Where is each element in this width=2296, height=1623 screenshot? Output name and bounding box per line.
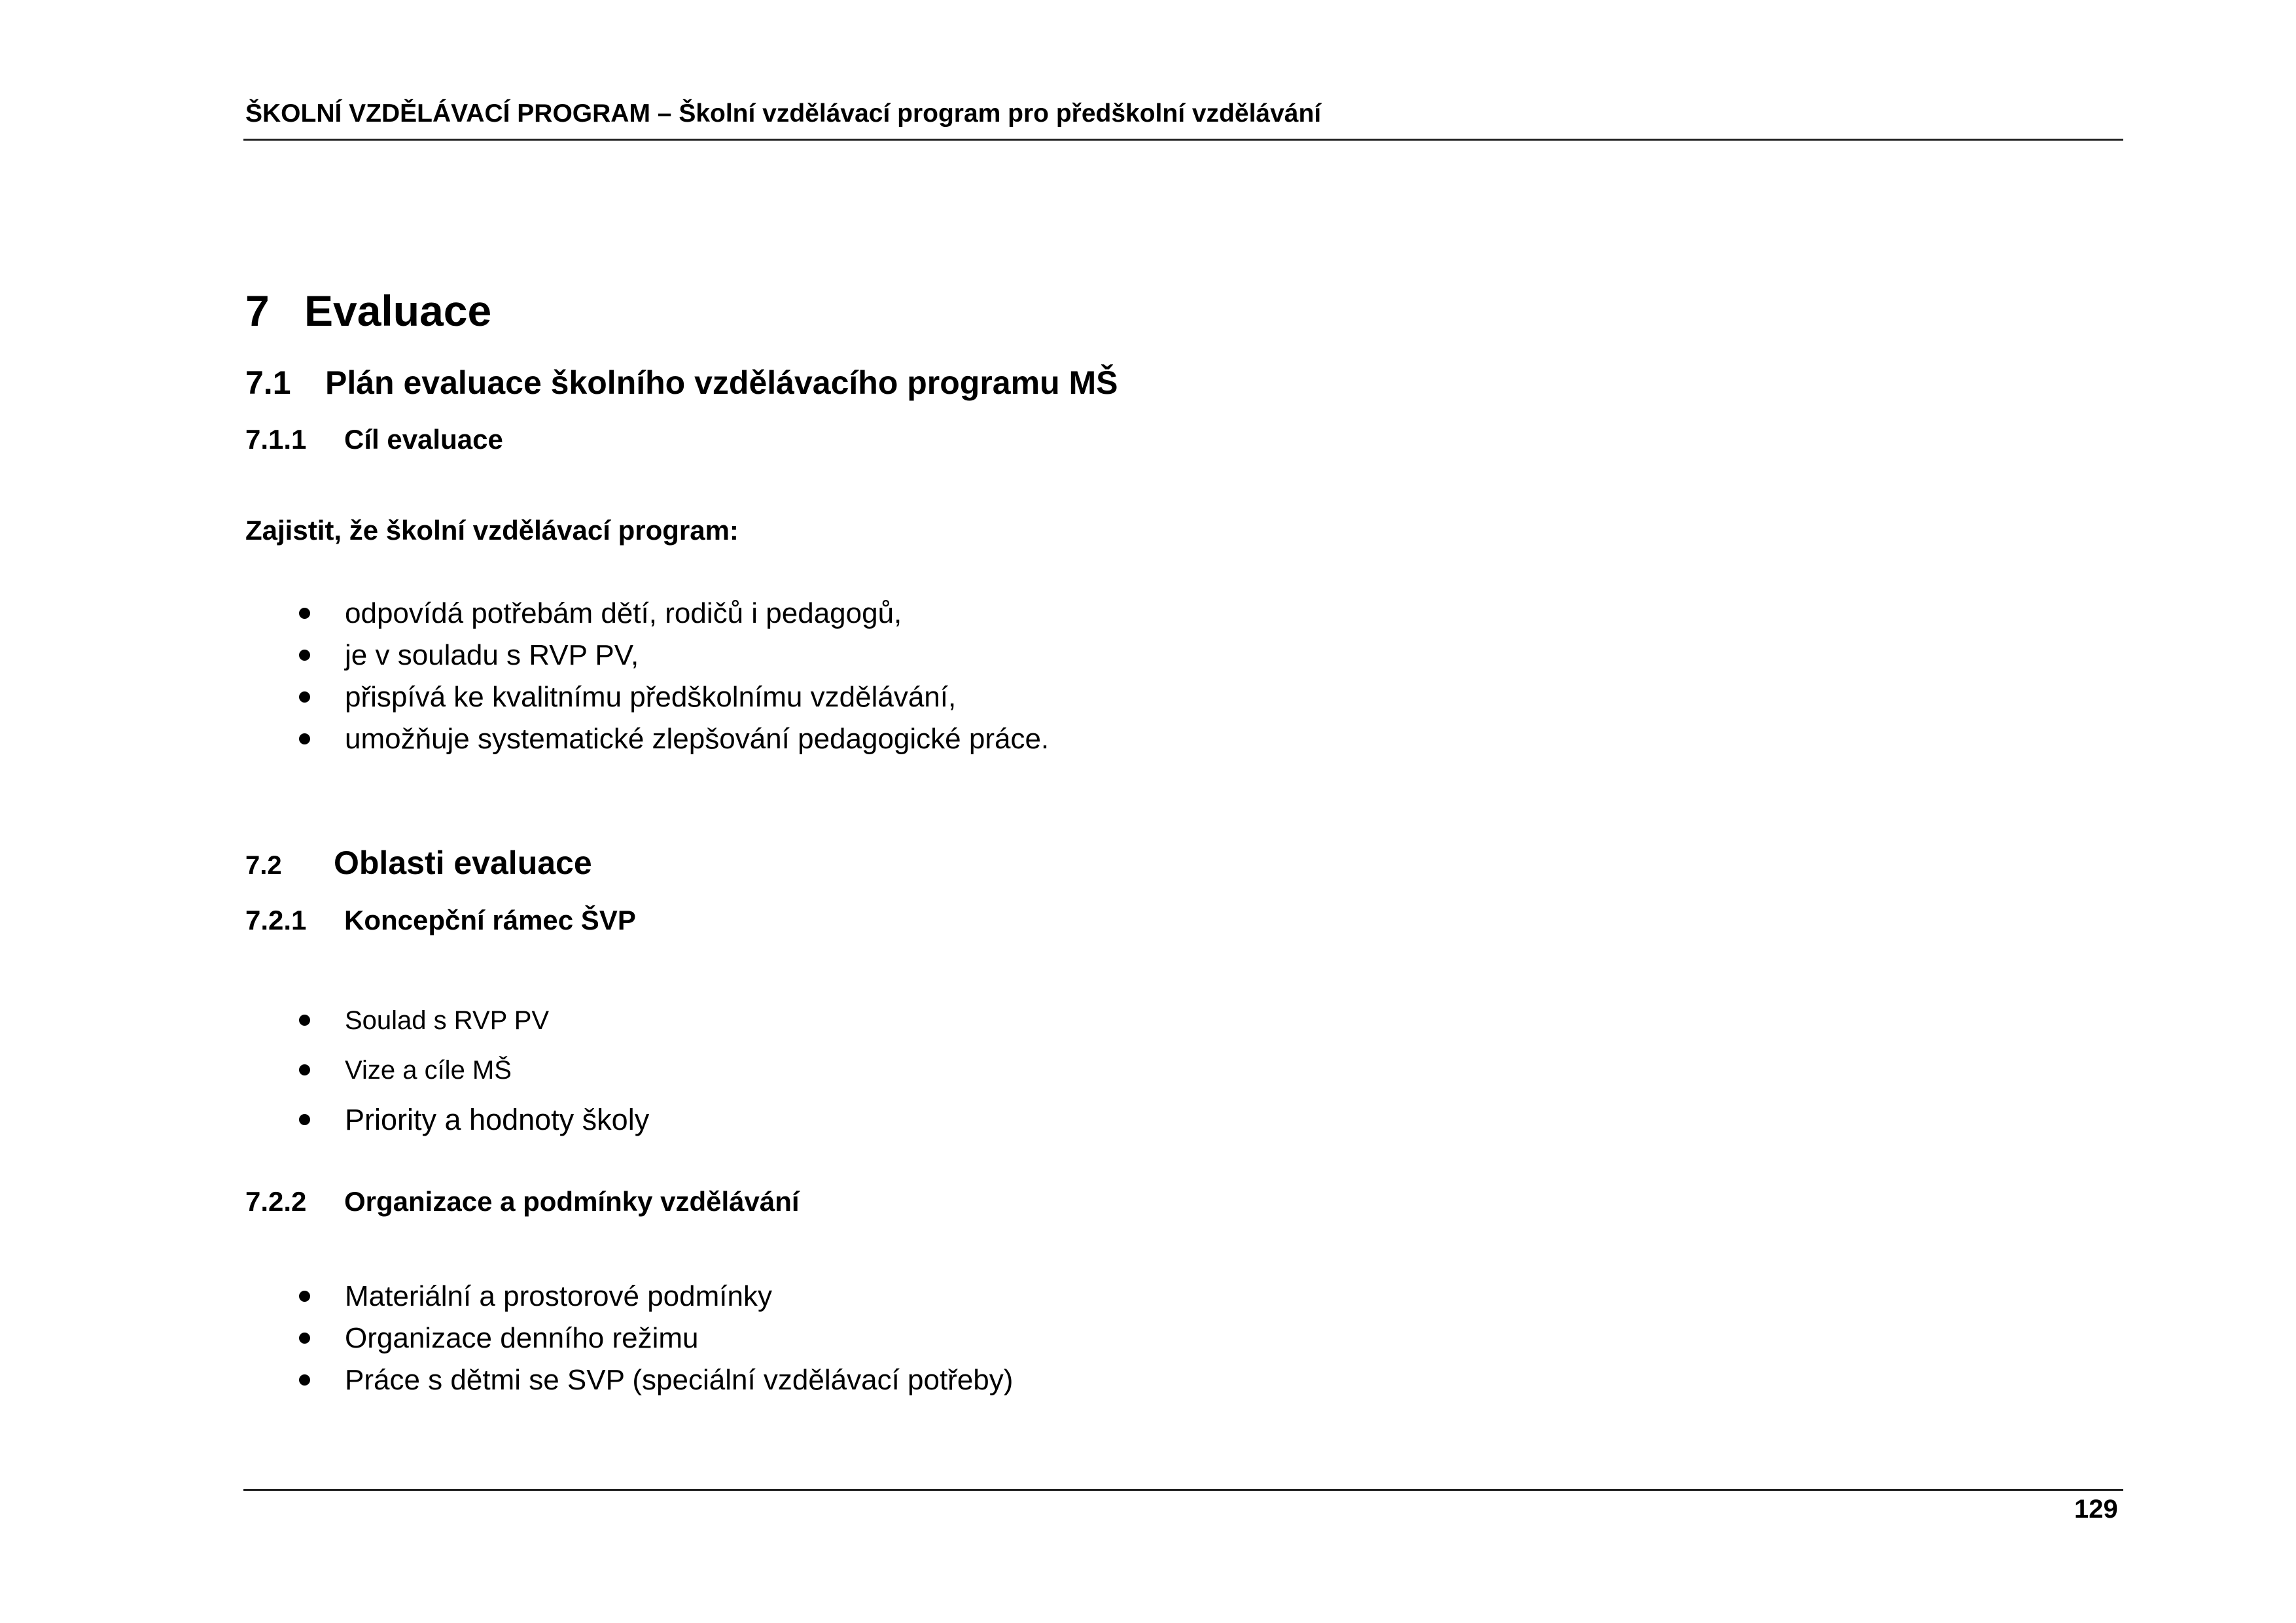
list-item xyxy=(291,1359,1013,1401)
running-header: ŠKOLNÍ VZDĚLÁVACÍ PROGRAM – Školní vzdělávací program pro předškolní vzdělávání xyxy=(245,99,1322,128)
list-item-text: je v souladu s RVP PV, xyxy=(345,639,639,671)
intro-paragraph: Zajistit, že školní vzdělávací program: xyxy=(245,515,739,546)
organization-conditions-list xyxy=(291,1276,1013,1401)
section-number: 7.2 xyxy=(245,851,282,880)
page-number: 129 xyxy=(2074,1495,2118,1524)
bullet-icon xyxy=(299,1291,310,1302)
list-item xyxy=(291,635,1049,676)
subsection-number: 7.1.1 xyxy=(245,424,307,455)
subsection-number: 7.2.2 xyxy=(245,1186,307,1217)
section-title: Plán evaluace školního vzdělávacího programu MŠ xyxy=(325,364,1118,401)
subsection-title: Koncepční rámec ŠVP xyxy=(344,905,636,935)
list-item-text: přispívá ke kvalitnímu předškolnímu vzdělávání, xyxy=(345,681,957,713)
list-item xyxy=(291,996,649,1045)
list-item-text: Priority a hodnoty školy xyxy=(345,1103,650,1136)
bullet-icon xyxy=(299,1015,310,1026)
list-item xyxy=(291,676,1049,718)
subsection-heading-7-2-2 xyxy=(245,1186,800,1217)
bullet-icon xyxy=(299,1064,310,1075)
list-item xyxy=(291,1095,649,1145)
list-item xyxy=(291,1045,649,1095)
bullet-icon xyxy=(299,650,310,661)
subsection-title: Organizace a podmínky vzdělávání xyxy=(344,1186,800,1217)
section-heading-7-1 xyxy=(245,364,1118,402)
chapter-heading xyxy=(245,286,491,336)
section-title: Oblasti evaluace xyxy=(334,845,592,881)
list-item xyxy=(291,1276,1013,1318)
section-number: 7.1 xyxy=(245,364,291,401)
subsection-title: Cíl evaluace xyxy=(344,424,503,455)
list-item-text: Práce s dětmi se SVP (speciální vzdělávací potřeby) xyxy=(345,1364,1014,1396)
bullet-icon xyxy=(299,691,310,703)
bullet-icon xyxy=(299,1374,310,1386)
subsection-heading-7-1-1 xyxy=(245,424,503,455)
list-item-text: Soulad s RVP PV xyxy=(345,1006,550,1035)
subsection-number: 7.2.1 xyxy=(245,905,307,935)
chapter-title: Evaluace xyxy=(304,287,492,335)
footer-divider xyxy=(243,1489,2123,1491)
list-item xyxy=(291,1318,1013,1359)
bullet-icon xyxy=(299,1114,310,1125)
list-item-text: Organizace denního režimu xyxy=(345,1322,699,1354)
conceptual-framework-list xyxy=(291,996,649,1145)
list-item-text: Materiální a prostorové podmínky xyxy=(345,1280,772,1312)
list-item-text: umožňuje systematické zlepšování pedagogické práce. xyxy=(345,723,1050,755)
list-item-text: Vize a cíle MŠ xyxy=(345,1056,512,1085)
subsection-heading-7-2-1 xyxy=(245,905,636,936)
bullet-icon xyxy=(299,1333,310,1344)
list-item xyxy=(291,718,1049,760)
section-heading-7-2 xyxy=(245,844,592,882)
header-divider xyxy=(243,139,2123,141)
list-item-text: odpovídá potřebám dětí, rodičů i pedagogů, xyxy=(345,597,902,629)
bullet-icon xyxy=(299,608,310,619)
chapter-number: 7 xyxy=(245,287,270,335)
list-item xyxy=(291,593,1049,635)
evaluation-goals-list xyxy=(291,593,1049,760)
bullet-icon xyxy=(299,733,310,744)
